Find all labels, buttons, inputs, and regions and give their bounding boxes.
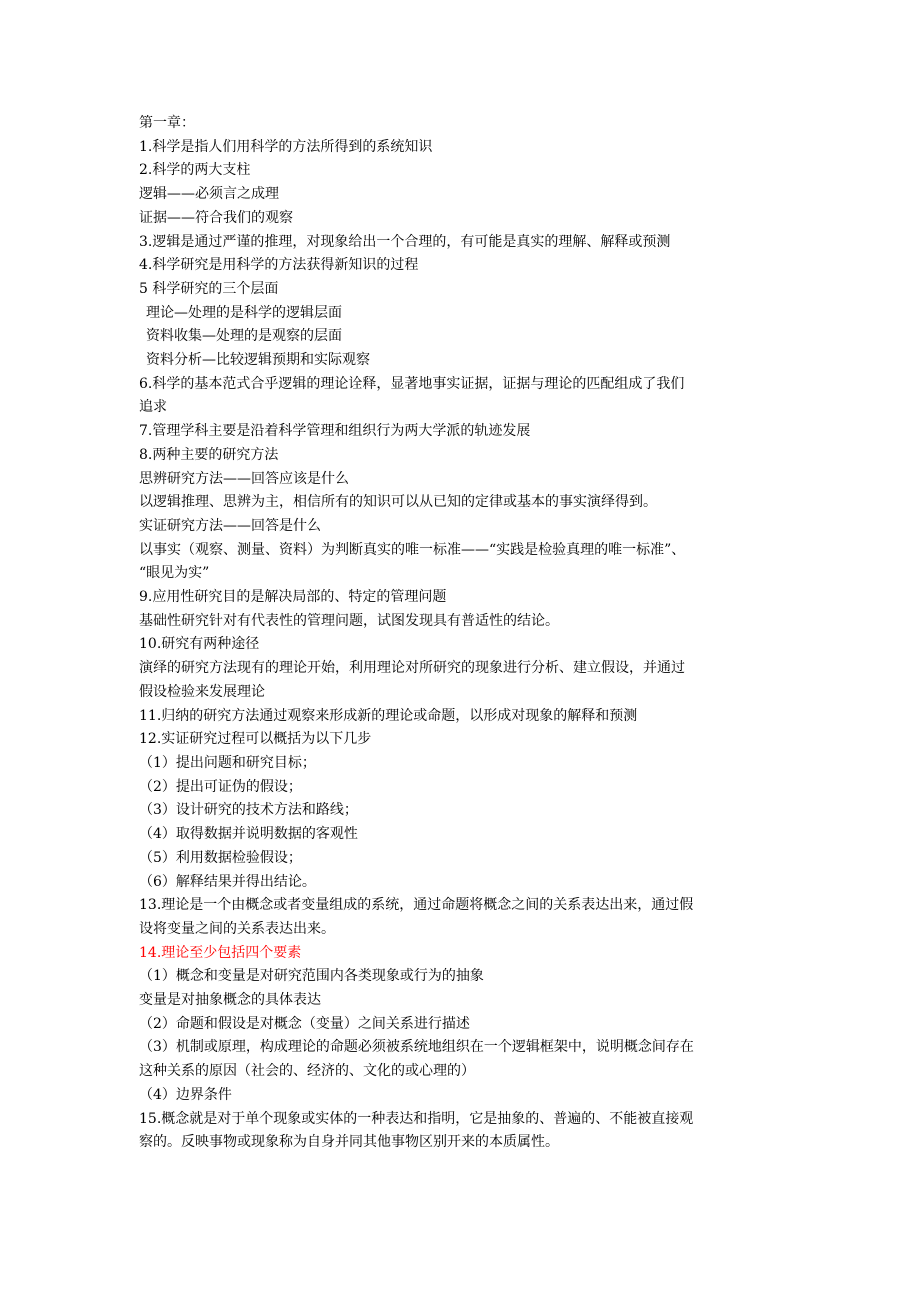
text-line: 资料收集—处理的是观察的层面 [146, 328, 342, 345]
list-step: （6）解释结果并得出结论。 [139, 873, 316, 890]
list-step: （1）提出问题和研究目标； [139, 754, 316, 771]
text-line: 基础性研究针对有代表性的管理问题，试图发现具有普适性的结论。 [139, 612, 559, 629]
text-line: “眼见为实” [139, 565, 210, 582]
document-page [139, 112, 789, 1155]
text-line: 理论—处理的是科学的逻辑层面 [146, 304, 342, 321]
text-line: 2.科学的两大支柱 [139, 162, 251, 179]
list-step: （5）利用数据检验假设； [139, 849, 302, 866]
text-line: 追求 [139, 399, 167, 416]
list-step: （2）提出可证伪的假设； [139, 778, 302, 795]
chapter-heading: 第一章： [139, 115, 195, 131]
text-line: 实证研究方法——回答是什么 [139, 517, 321, 534]
highlighted-heading: 14.理论至少包括四个要素 [139, 944, 302, 961]
text-line: 15.概念就是对于单个现象或实体的一种表达和指明，它是抽象的、普遍的、不能被直接观 [139, 1110, 694, 1127]
text-line: 8.两种主要的研究方法 [139, 446, 279, 463]
text-line: 逻辑——必须言之成理 [139, 186, 279, 203]
text-line: 6.科学的基本范式合乎逻辑的理论诠释，显著地事实证据，证据与理论的匹配组成了我们 [139, 375, 685, 392]
text-line: 3.逻辑是通过严谨的推理，对现象给出一个合理的，有可能是真实的理解、解释或预测 [139, 233, 671, 250]
text-line: 资料分析—比较逻辑预期和实际观察 [146, 352, 370, 369]
text-line: 5 科学研究的三个层面 [139, 280, 279, 297]
text-line: 11.归纳的研究方法通过观察来形成新的理论或命题，以形成对现象的解释和预测 [139, 707, 638, 724]
list-step: （1）概念和变量是对研究范围内各类现象或行为的抽象 [139, 968, 484, 985]
text-line: 假设检验来发展理论 [139, 683, 265, 700]
text-line: 12.实证研究过程可以概括为以下几步 [139, 731, 372, 748]
text-line: 这种关系的原因（社会的、经济的、文化的或心理的） [139, 1063, 475, 1080]
text-line: 10.研究有两种途径 [139, 636, 260, 653]
text-line: 9.应用性研究目的是解决局部的、特定的管理问题 [139, 589, 447, 606]
text-line: 4.科学研究是用科学的方法获得新知识的过程 [139, 257, 419, 274]
list-step: （4）取得数据并说明数据的客观性 [139, 826, 358, 843]
text-line: 13.理论是一个由概念或者变量组成的系统，通过命题将概念之间的关系表达出来，通过假 [139, 897, 694, 914]
text-line: 察的。反映事物或现象称为自身并同其他事物区别开来的本质属性。 [139, 1134, 559, 1151]
text-line: 证据——符合我们的观察 [139, 209, 293, 226]
text-line: 1.科学是指人们用科学的方法所得到的系统知识 [139, 138, 433, 155]
text-line: 以事实（观察、测量、资料）为判断真实的唯一标准——“实践是检验真理的唯一标准”、 [139, 541, 686, 558]
text-line: 演绎的研究方法现有的理论开始，利用理论对所研究的现象进行分析、建立假设，并通过 [139, 660, 685, 677]
list-step: （3）设计研究的技术方法和路线； [139, 802, 358, 819]
list-step: （4）边界条件 [139, 1086, 232, 1103]
list-step: （2）命题和假设是对概念（变量）之间关系进行描述 [139, 1015, 470, 1032]
text-line: 以逻辑推理、思辨为主，相信所有的知识可以从已知的定律或基本的事实演绎得到。 [139, 494, 657, 511]
text-line: 设将变量之间的关系表达出来。 [139, 920, 335, 937]
text-line: 变量是对抽象概念的具体表达 [139, 992, 321, 1009]
list-step: （3）机制或原理，构成理论的命题必须被系统地组织在一个逻辑框架中，说明概念间存在 [139, 1039, 694, 1056]
text-line: 7.管理学科主要是沿着科学管理和组织行为两大学派的轨迹发展 [139, 423, 531, 440]
text-line: 思辨研究方法——回答应该是什么 [139, 470, 349, 487]
